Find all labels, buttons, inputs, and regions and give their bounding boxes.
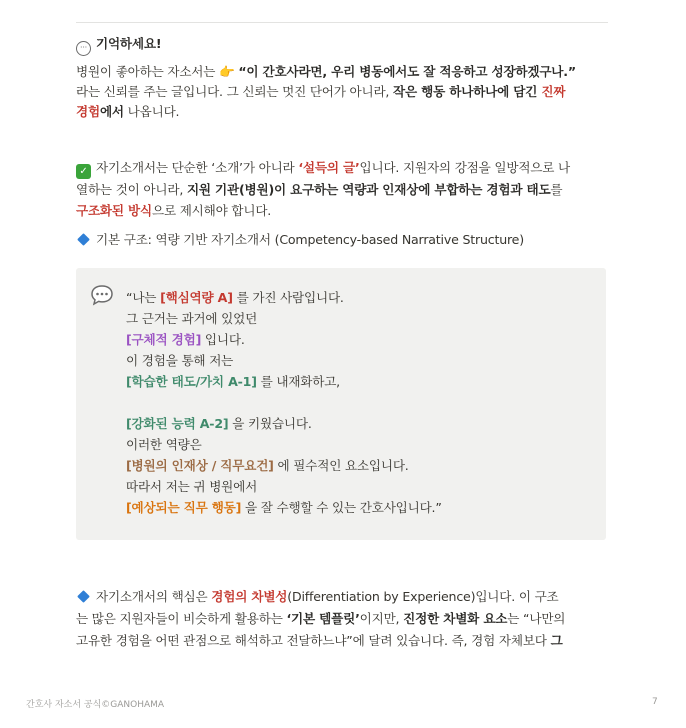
text: 자기소개서는 단순한 ‘소개’가 아니라 — [96, 160, 299, 175]
bold-text: 에서 — [99, 104, 124, 119]
text: 따라서 저는 귀 병원에서 — [126, 479, 258, 494]
strengthened-ability-tag: [강화된 능력 A-2] — [126, 416, 229, 431]
bold-text: 진정한 차별화 요소 — [403, 611, 508, 626]
callout-line — [126, 456, 409, 476]
text: 라는 신뢰를 주는 글입니다. 그 신뢰는 멋진 단어가 아니라, — [76, 84, 394, 99]
learned-attitude-tag: [학습한 태도/가치 A-1] — [126, 374, 257, 389]
callout-line — [126, 498, 442, 518]
text: 병원이 좋아하는 자소서는 — [76, 64, 220, 79]
speech-bubble-icon — [90, 284, 114, 306]
bold-text: ‘기본 템플릿’ — [286, 611, 360, 626]
section3-line-1 — [76, 586, 559, 608]
hospital-talent-tag: [병원의 인재상 / 직무요건] — [126, 458, 274, 473]
text: 을 잘 수행할 수 있는 간호사입니다.” — [241, 500, 442, 515]
text: 이지만, — [359, 611, 404, 626]
text: (Differentiation by Experience)입니다. 이 구조 — [287, 589, 559, 604]
template-callout — [76, 268, 606, 540]
bold-text: 작은 행동 하나하나에 담긴 — [393, 84, 542, 99]
expected-behavior-tag: [예상되는 직무 행동] — [126, 500, 242, 515]
page-number: 7 — [652, 697, 658, 707]
text: 에 필수적인 요소입니다. — [273, 458, 409, 473]
highlight-text: 진짜 — [541, 84, 566, 99]
remember-paragraph-line-2 — [76, 81, 565, 103]
remember-paragraph-line-1 — [76, 61, 576, 83]
text: 는 “나만의 — [507, 611, 566, 626]
text: 그 근거는 과거에 있었던 — [126, 311, 258, 326]
section2-line-1 — [76, 157, 570, 179]
section3-line-2 — [76, 608, 565, 630]
highlight-text: 구조화된 방식 — [76, 203, 152, 218]
text: 열하는 것이 아니라, — [76, 182, 187, 197]
bold-text: 그 — [550, 633, 563, 648]
bold-text: 지원 기관(병원)이 요구하는 역량과 인재상에 부합하는 경험과 태도 — [186, 182, 551, 197]
section3-line-3 — [76, 630, 563, 652]
text: 을 키웠습니다. — [228, 416, 312, 431]
callout-line — [126, 372, 340, 392]
section2-line-3 — [76, 200, 271, 222]
text: 를 — [550, 182, 563, 197]
text: 자기소개서의 핵심은 — [96, 589, 212, 604]
callout-line — [126, 351, 233, 371]
callout-line — [126, 477, 257, 497]
text: 이 경험을 통해 저는 — [126, 353, 234, 368]
pointing-hand-icon: 👉 — [219, 64, 235, 79]
speech-bubble-icon: ··· — [76, 41, 91, 56]
text: “나는 — [126, 290, 161, 305]
text: 입니다. — [201, 332, 245, 347]
callout-line — [126, 309, 257, 329]
highlight-text: 경험의 차별성 — [211, 589, 288, 604]
section2-line-2 — [76, 179, 562, 201]
text: 나옵니다. — [123, 104, 180, 119]
callout-line — [126, 330, 245, 350]
core-competency-tag: [핵심역량 A] — [160, 290, 233, 305]
specific-experience-tag: [구체적 경험] — [126, 332, 202, 347]
text: 는 많은 지원자들이 비슷하게 활용하는 — [76, 611, 287, 626]
text: 를 내재화하고, — [256, 374, 340, 389]
text: 를 가진 사람입니다. — [232, 290, 344, 305]
structure-heading-line — [76, 229, 524, 251]
callout-line — [126, 414, 312, 434]
footer-copyright: 간호사 자소서 공식©GANOHAMA — [26, 700, 165, 710]
text: 고유한 경험을 어떤 관점으로 해석하고 전달하느냐”에 달려 있습니다. 즉, 경험 자체보다 — [76, 633, 551, 648]
callout-line — [126, 435, 202, 455]
remember-heading: 기억하세요! — [96, 36, 162, 51]
blue-diamond-icon — [77, 233, 90, 246]
quote-text: “이 간호사라면, 우리 병동에서도 잘 적응하고 성장하겠구나.” — [238, 64, 576, 79]
highlight-text: ‘설득의 글’ — [298, 160, 360, 175]
remember-paragraph-line-3 — [76, 101, 179, 123]
highlight-text: 경험 — [76, 104, 100, 119]
text: 으로 제시해야 합니다. — [151, 203, 272, 218]
structure-heading: 기본 구조: 역량 기반 자기소개서 (Competency-based Narrative Structure) — [96, 232, 524, 247]
check-mark-icon: ✓ — [76, 164, 91, 179]
blue-diamond-icon — [77, 590, 90, 603]
callout-line — [126, 288, 344, 308]
top-divider — [76, 22, 608, 23]
text: 이러한 역량은 — [126, 437, 202, 452]
text: 입니다. 지원자의 강점을 일방적으로 나 — [359, 160, 570, 175]
remember-heading-line — [76, 33, 161, 56]
